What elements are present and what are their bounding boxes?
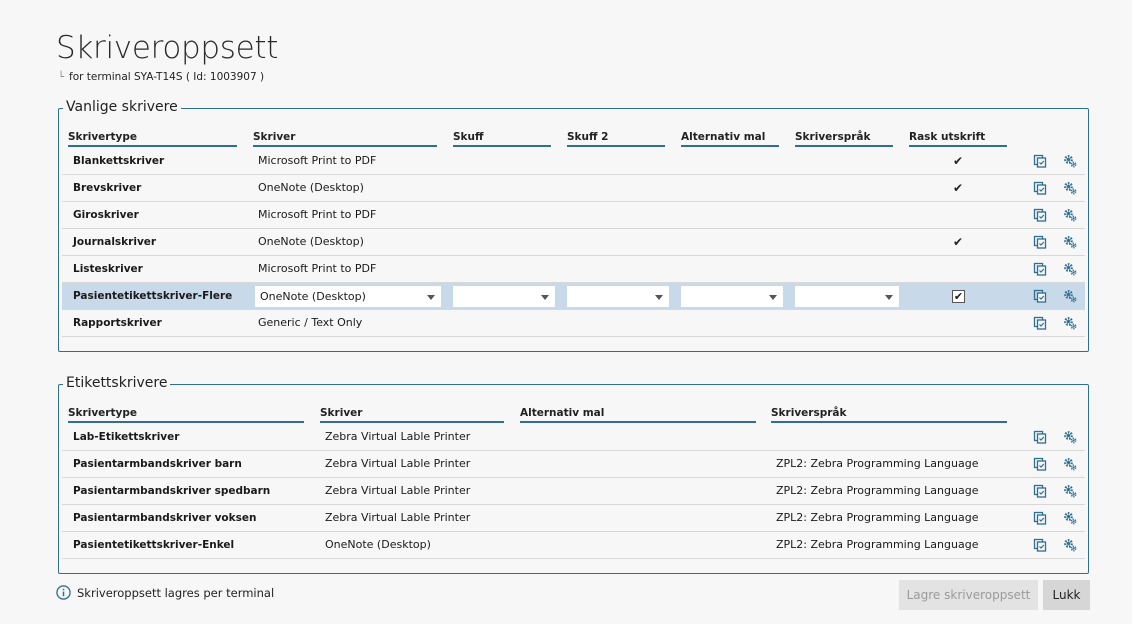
- printer-language: ZPL2: Zebra Programming Language: [776, 484, 979, 497]
- printer-language: ZPL2: Zebra Programming Language: [776, 457, 979, 470]
- printer-type: Pasientarmbandskriver spedbarn: [73, 485, 271, 497]
- printer-select-value: OneNote (Desktop): [260, 290, 366, 303]
- gear-icon[interactable]: [1063, 538, 1077, 552]
- page-title: Skriveroppsett: [56, 30, 279, 66]
- gear-icon[interactable]: [1063, 316, 1077, 330]
- printer-type: Brevskriver: [73, 182, 142, 194]
- printer-type: Blankettskriver: [73, 155, 165, 167]
- copy-icon[interactable]: [1033, 235, 1047, 249]
- copy-icon[interactable]: [1033, 289, 1047, 303]
- terminal-label: for terminal SYA-T14S ( Id: 1003907 ): [69, 71, 265, 83]
- printer-type: Journalskriver: [73, 236, 157, 248]
- printer-row[interactable]: [62, 256, 1085, 283]
- chevron-down-icon: [885, 295, 893, 300]
- col-header-printer-type: Skrivertype: [68, 131, 237, 147]
- printer-name: Microsoft Print to PDF: [258, 154, 377, 167]
- copy-icon[interactable]: [1033, 484, 1047, 498]
- col-header-printer-type: Skrivertype: [68, 407, 304, 423]
- printer-name: Microsoft Print to PDF: [258, 262, 377, 275]
- printer-row[interactable]: [62, 229, 1085, 256]
- col-header-template: Alternativ mal: [520, 407, 756, 423]
- col-header-tray: Skuff: [453, 131, 551, 147]
- chevron-down-icon: [655, 295, 663, 300]
- fast-print-check: ✔: [953, 235, 964, 249]
- copy-icon[interactable]: [1033, 430, 1047, 444]
- footer-info-text: Skriveroppsett lagres per terminal: [77, 585, 275, 600]
- printer-type: Listeskriver: [73, 263, 143, 275]
- col-header-language: Skriverspråk: [771, 407, 1007, 423]
- subtitle-corner-glyph: └: [58, 72, 65, 83]
- gear-icon[interactable]: [1063, 457, 1077, 471]
- chevron-down-icon: [769, 295, 777, 300]
- printer-name: OneNote (Desktop): [258, 181, 364, 194]
- printer-row[interactable]: [62, 202, 1085, 229]
- label-printer-row[interactable]: [62, 451, 1085, 478]
- label-printer-row[interactable]: [62, 478, 1085, 505]
- chevron-down-icon: [427, 295, 435, 300]
- col-header-language: Skriverspråk: [795, 131, 893, 147]
- printer-type: Pasientetikettskriver-Enkel: [73, 539, 235, 551]
- template-select[interactable]: [681, 286, 783, 307]
- gear-icon[interactable]: [1063, 208, 1077, 222]
- tray-select[interactable]: [453, 286, 555, 307]
- chevron-down-icon: [541, 295, 549, 300]
- regular-printers-group: [58, 99, 1089, 352]
- gear-icon[interactable]: [1063, 181, 1077, 195]
- copy-icon[interactable]: [1033, 511, 1047, 525]
- printer-name: OneNote (Desktop): [325, 538, 431, 551]
- label-printers-group: [58, 375, 1089, 574]
- printer-select[interactable]: [255, 286, 441, 307]
- printer-name: Generic / Text Only: [258, 316, 363, 329]
- printer-name: Zebra Virtual Lable Printer: [325, 511, 471, 524]
- copy-icon[interactable]: [1033, 538, 1047, 552]
- printer-language: ZPL2: Zebra Programming Language: [776, 511, 979, 524]
- save-printer-setup-button[interactable]: Lagre skriveroppsett: [899, 580, 1038, 610]
- printer-language: ZPL2: Zebra Programming Language: [776, 538, 979, 551]
- col-header-fast-print: Rask utskrift: [909, 131, 1007, 147]
- gear-icon[interactable]: [1063, 430, 1077, 444]
- gear-icon[interactable]: [1063, 262, 1077, 276]
- gear-icon[interactable]: [1063, 289, 1077, 303]
- printer-type: Pasientarmbandskriver barn: [73, 458, 242, 470]
- col-header-printer: Skriver: [253, 131, 437, 147]
- footer-info: [56, 585, 274, 600]
- printer-name: Zebra Virtual Lable Printer: [325, 484, 471, 497]
- printer-row[interactable]: [62, 310, 1085, 337]
- label-printer-row[interactable]: [62, 505, 1085, 532]
- col-header-tray2: Skuff 2: [567, 131, 665, 147]
- label-printer-row[interactable]: [62, 424, 1085, 451]
- fast-print-check: ✔: [953, 181, 964, 195]
- regular-printers-legend: Vanlige skrivere: [63, 99, 181, 115]
- printer-name: OneNote (Desktop): [258, 235, 364, 248]
- copy-icon[interactable]: [1033, 457, 1047, 471]
- printer-name: Zebra Virtual Lable Printer: [325, 430, 471, 443]
- label-printers-legend: Etikettskrivere: [63, 375, 170, 391]
- label-printer-row[interactable]: [62, 532, 1085, 559]
- language-select[interactable]: [795, 286, 899, 307]
- printer-type: Rapportskriver: [73, 317, 162, 329]
- copy-icon[interactable]: [1033, 181, 1047, 195]
- fast-print-checkbox[interactable]: ✔: [953, 290, 964, 303]
- col-header-template: Alternativ mal: [681, 131, 779, 147]
- gear-icon[interactable]: [1063, 484, 1077, 498]
- copy-icon[interactable]: [1033, 208, 1047, 222]
- tray2-select[interactable]: [567, 286, 669, 307]
- gear-icon[interactable]: [1063, 511, 1077, 525]
- col-header-printer: Skriver: [320, 407, 504, 423]
- printer-name: Zebra Virtual Lable Printer: [325, 457, 471, 470]
- gear-icon[interactable]: [1063, 154, 1077, 168]
- printer-row[interactable]: [62, 148, 1085, 175]
- printer-type: Pasientarmbandskriver voksen: [73, 512, 257, 524]
- close-button[interactable]: Lukk: [1043, 580, 1090, 610]
- gear-icon[interactable]: [1063, 235, 1077, 249]
- printer-row[interactable]: [62, 283, 1085, 310]
- page-subtitle: [58, 71, 264, 83]
- info-icon: [56, 585, 71, 600]
- copy-icon[interactable]: [1033, 262, 1047, 276]
- printer-type: Giroskriver: [73, 209, 139, 221]
- copy-icon[interactable]: [1033, 316, 1047, 330]
- printer-type: Pasientetikettskriver-Flere: [73, 290, 233, 302]
- fast-print-check: ✔: [953, 154, 964, 168]
- printer-name: Microsoft Print to PDF: [258, 208, 377, 221]
- printer-type: Lab-Etikettskriver: [73, 431, 180, 443]
- printer-row[interactable]: [62, 175, 1085, 202]
- copy-icon[interactable]: [1033, 154, 1047, 168]
